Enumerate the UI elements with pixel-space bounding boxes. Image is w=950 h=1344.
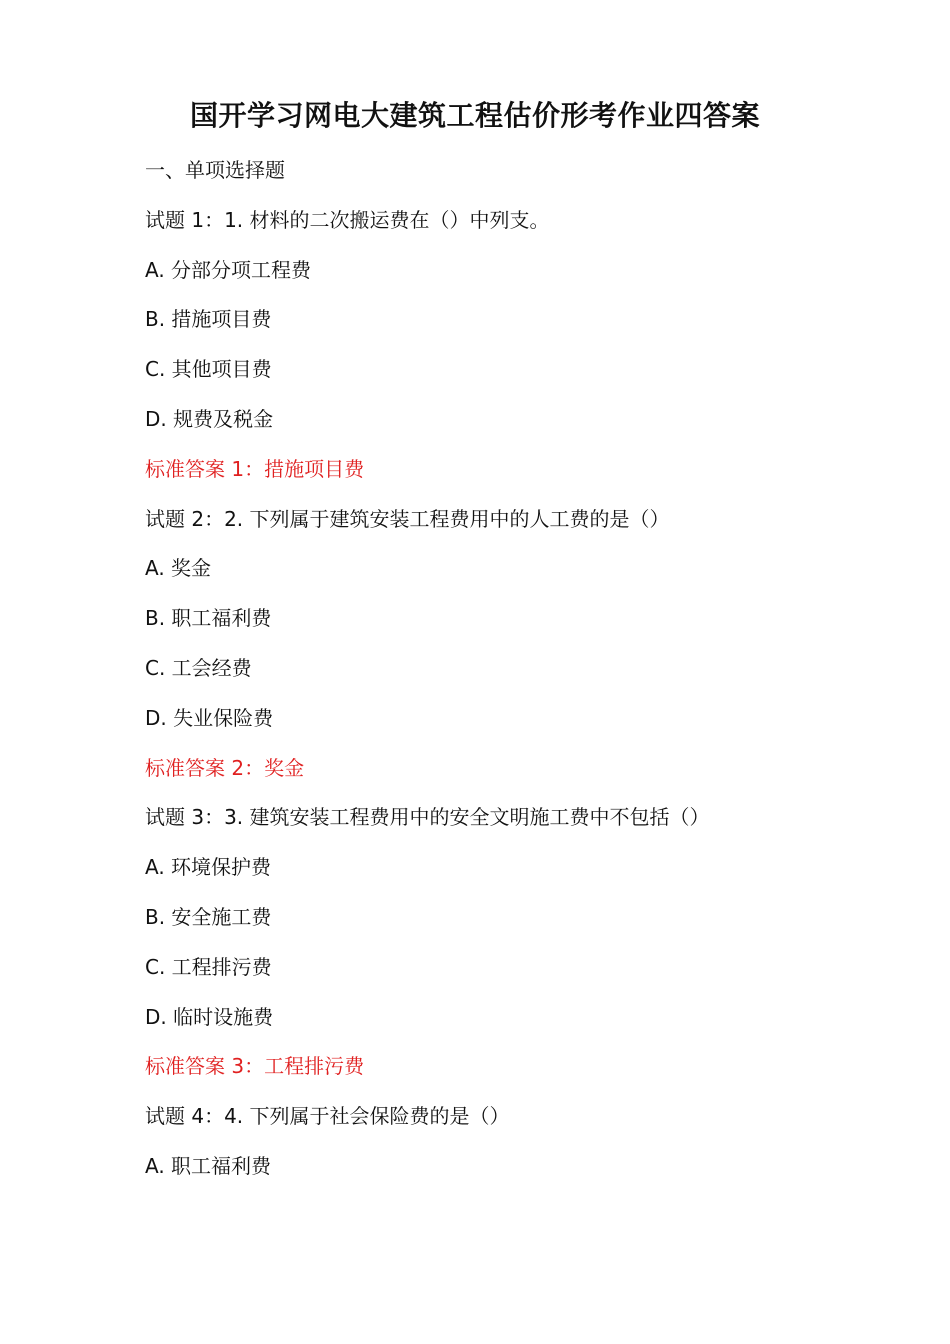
question-4-option-a: A. 职工福利费 <box>145 1153 272 1178</box>
question-4-stem: 试题 4：4. 下列属于社会保险费的是（） <box>145 1104 510 1129</box>
question-2-option-b: B. 职工福利费 <box>145 606 272 631</box>
question-2-option-c: C. 工会经费 <box>145 655 252 680</box>
question-1-stem: 试题 1：1. 材料的二次搬运费在（）中列支。 <box>145 207 550 232</box>
question-3-option-a: A. 环境保护费 <box>145 855 272 880</box>
question-3-stem: 试题 3：3. 建筑安装工程费用中的安全文明施工费中不包括（） <box>145 805 710 830</box>
question-1-option-c: C. 其他项目费 <box>145 357 272 382</box>
question-2-option-d: D. 失业保险费 <box>145 705 274 730</box>
question-1-answer: 标准答案 1：措施项目费 <box>145 456 365 481</box>
question-2-stem: 试题 2：2. 下列属于建筑安装工程费用中的人工费的是（） <box>145 506 670 531</box>
question-1-option-b: B. 措施项目费 <box>145 307 272 332</box>
question-3-option-c: C. 工程排污费 <box>145 954 272 979</box>
question-3-option-d: D. 临时设施费 <box>145 1004 274 1029</box>
question-3-answer: 标准答案 3：工程排污费 <box>145 1054 365 1079</box>
document-content <box>145 150 845 1196</box>
section-heading: 一、单项选择题 <box>145 158 285 182</box>
question-2-option-a: A. 奖金 <box>145 556 212 581</box>
question-1-option-a: A. 分部分项工程费 <box>145 257 312 282</box>
question-1-option-d: D. 规费及税金 <box>145 406 274 431</box>
document-title: 国开学习网电大建筑工程估价形考作业四答案 <box>189 99 760 132</box>
question-2-answer: 标准答案 2：奖金 <box>145 755 305 780</box>
question-3-option-b: B. 安全施工费 <box>145 904 272 929</box>
